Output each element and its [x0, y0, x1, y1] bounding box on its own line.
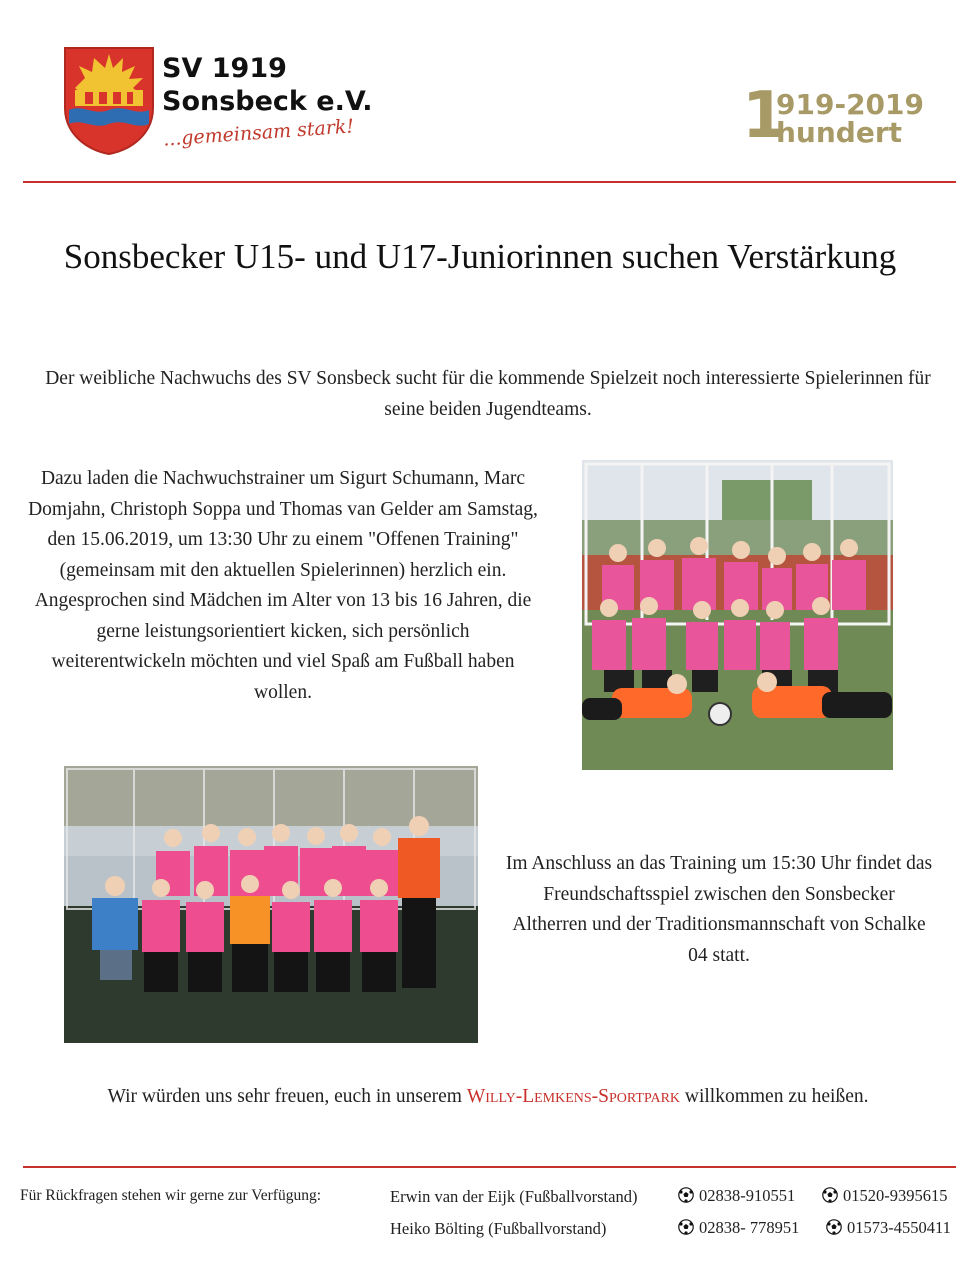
club-name-line2: Sonsbeck e.V. [162, 86, 373, 117]
contact-name-1: Erwin van der Eijk (Fußballvorstand) [390, 1187, 638, 1206]
soccer-ball-icon [826, 1219, 842, 1235]
closing-text-after: willkommen zu heißen. [680, 1086, 869, 1107]
phone-number: 02838- 778951 [699, 1218, 800, 1237]
intro-paragraph: Der weibliche Nachwuchs des SV Sonsbeck sucht für die kommende Spielzeit noch interessierte Spielerinnen für seine beiden Jugendteams. [45, 368, 931, 420]
team-photo-coaches [64, 766, 478, 1043]
phone-number: 01573-4550411 [847, 1218, 951, 1237]
club-name [162, 52, 373, 118]
closing-text-before: Wir würden uns sehr freuen, euch in unserem [107, 1086, 467, 1107]
anniversary-digit-one: 1 [742, 79, 787, 153]
footer-divider [23, 1166, 956, 1168]
closing-paragraph [20, 1082, 956, 1113]
contact-name-2: Heiko Bölting (Fußballvorstand) [390, 1219, 607, 1238]
soccer-ball-icon [678, 1187, 694, 1203]
anniversary-years: 919-2019 [776, 88, 924, 121]
phone-number: 02838-910551 [699, 1186, 796, 1205]
anniversary-word: hundert [776, 116, 903, 149]
page-title: Sonsbecker U15- und U17-Juniorinnen suchen Verstärkung [63, 237, 897, 276]
footer-contact-label: Für Rückfragen stehen wir gerne zur Verfügung: [20, 1187, 322, 1204]
club-slogan: ...gemeinsam stark! [162, 115, 355, 151]
invite-paragraph: Dazu laden die Nachwuchstrainer um Sigurt Schumann, Marc Domjahn, Christoph Soppa und Thomas van Gelder am Samstag, den 15.06.2019, um 13:30 Uhr zu einem "Offenen Training" (gemeinsam mit den aktuellen Spielerinnen) herzlich ein. Angesprochen sind Mädchen im Alter von 13 bis 16 Jahren, die gerne leistungsorientiert kicken, sich persönlich weiterentwickeln möchten und viel Spaß am Fußball haben wollen. [28, 468, 538, 703]
contact-phone-2a [678, 1218, 799, 1238]
contact-phone-1a [678, 1186, 795, 1206]
header-divider [23, 181, 956, 183]
match-paragraph: Im Anschluss an das Training um 15:30 Uhr findet das Freundschaftsspiel zwischen den Sonsbecker Altherren und der Traditionsmannschaft von Schalke 04 statt. [505, 853, 933, 966]
contact-phone-2b [826, 1218, 951, 1238]
phone-number: 01520-9395615 [843, 1186, 948, 1205]
contact-phone-1b [822, 1186, 948, 1206]
club-name-line1: SV 1919 [162, 53, 287, 84]
venue-name: Willy-Lemkens-Sportpark [466, 1086, 681, 1107]
soccer-ball-icon [822, 1187, 838, 1203]
team-photo-field [582, 460, 893, 770]
club-crest-logo [63, 46, 155, 156]
soccer-ball-icon [678, 1219, 694, 1235]
